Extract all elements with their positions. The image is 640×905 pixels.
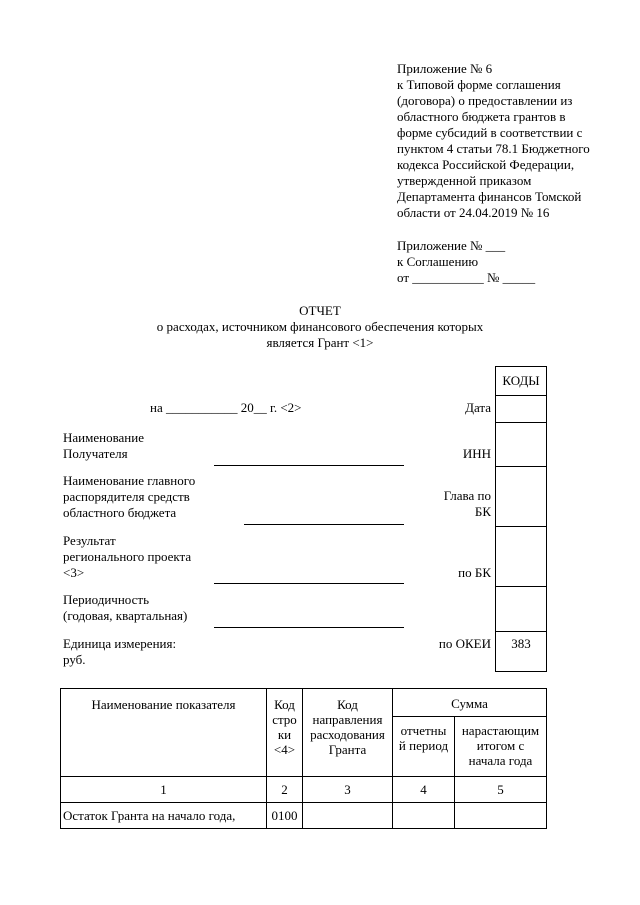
code-okei-cell: 383 (496, 631, 546, 671)
header-period (393, 717, 455, 777)
label-line: Наименование (63, 430, 144, 445)
title-line-3: является Грант <1> (266, 335, 374, 350)
header-direction-code (303, 689, 393, 777)
header-text: расходования (310, 727, 385, 742)
appendix-line: кодекса Российской Федерации, (397, 157, 575, 172)
header-text: Гранта (328, 742, 367, 757)
appendix-line: к Типовой форме соглашения (397, 77, 561, 92)
code-inn-cell[interactable] (496, 422, 546, 466)
header-row-code (267, 689, 303, 777)
header-name (61, 689, 267, 777)
label-line: БК (474, 504, 491, 519)
header-sum (393, 689, 547, 717)
header-text: нарастающим (461, 723, 540, 738)
bk-code-label: по БК (458, 565, 491, 580)
title-line-2: о расходах, источником финансового обеспечения которых (156, 319, 484, 334)
label-line: Единица измерения: (63, 636, 177, 651)
header-text: стро (272, 712, 297, 727)
header-text: ки (277, 727, 292, 742)
codes-header: КОДЫ (502, 373, 540, 388)
agreement-line: к Соглашению (397, 254, 479, 269)
label-line: Глава по (443, 488, 491, 503)
header-text: Наименование показателя (91, 697, 236, 712)
field-periodicity-label (63, 592, 187, 624)
inn-code-label: ИНН (462, 446, 491, 461)
periodicity-underline[interactable] (214, 627, 404, 628)
header-text: Код (337, 697, 358, 712)
codes-box (495, 366, 547, 672)
row-cumulative-cell[interactable] (455, 803, 547, 829)
agreement-line: Приложение № ___ (397, 238, 506, 253)
agreement-reference (397, 238, 535, 286)
header-text: Код (274, 697, 295, 712)
label-line: Результат (63, 533, 116, 548)
header-text: итогом с (476, 738, 525, 753)
column-number: 2 (267, 777, 303, 803)
row-code: 0100 (267, 803, 303, 829)
appendix-line: области от 24.04.2019 № 16 (397, 205, 550, 220)
agreement-line: от ___________ № _____ (397, 270, 536, 285)
row-name: Остаток Гранта на начало года, (61, 803, 267, 829)
appendix-line: утвержденной приказом (397, 173, 532, 188)
label-line: областного бюджета (63, 505, 177, 520)
code-periodicity-cell[interactable] (496, 586, 546, 631)
label-line: (годовая, квартальная) (63, 608, 188, 623)
label-line: руб. (63, 652, 86, 667)
appendix-line: областного бюджета грантов в (397, 109, 566, 124)
code-date-cell[interactable] (496, 395, 546, 422)
field-result-label (63, 533, 191, 581)
row-period-cell[interactable] (393, 803, 455, 829)
code-glava-cell[interactable] (496, 466, 546, 526)
column-number: 4 (393, 777, 455, 803)
code-bk-cell[interactable] (496, 526, 546, 586)
header-text: Сумма (451, 696, 488, 711)
column-number-row (61, 777, 547, 803)
appendix-line: форме субсидий в соответствии с (397, 125, 583, 140)
report-title (0, 303, 640, 351)
label-line: распорядителя средств (63, 489, 190, 504)
label-line: регионального проекта (63, 549, 192, 564)
appendix-line: пунктом 4 статьи 78.1 Бюджетного (397, 141, 590, 156)
okei-code-label: по ОКЕИ (438, 636, 491, 651)
column-number: 1 (61, 777, 267, 803)
appendix-line: Департамента финансов Томской (397, 189, 582, 204)
table-row (61, 803, 547, 829)
label-line: <3> (63, 565, 85, 580)
title-line-1: ОТЧЕТ (299, 303, 341, 318)
appendix-line: (договора) о предоставлении из (397, 93, 573, 108)
label-line: Получателя (63, 446, 128, 461)
header-text: отчетны (400, 723, 447, 738)
field-unit-label (63, 636, 176, 668)
column-number: 3 (303, 777, 393, 803)
header-cumulative (455, 717, 547, 777)
expense-table (60, 688, 547, 829)
glava-code-label (420, 488, 491, 520)
label-line: Наименование главного (63, 473, 196, 488)
appendix-header (397, 61, 590, 221)
header-text: <4> (273, 742, 296, 757)
label-line: Периодичность (63, 592, 150, 607)
header-text: й период (398, 738, 449, 753)
date-code-label: Дата (465, 400, 491, 415)
row-direction-cell[interactable] (303, 803, 393, 829)
appendix-line: Приложение № 6 (397, 61, 493, 76)
header-text: начала года (468, 753, 533, 768)
column-number: 5 (455, 777, 547, 803)
field-recipient-label (63, 430, 144, 462)
distributor-underline[interactable] (244, 524, 404, 525)
recipient-underline[interactable] (214, 465, 404, 466)
result-underline[interactable] (214, 583, 404, 584)
header-text: направления (312, 712, 383, 727)
report-date-line: на ___________ 20__ г. <2> (150, 400, 302, 415)
field-distributor-label (63, 473, 195, 521)
